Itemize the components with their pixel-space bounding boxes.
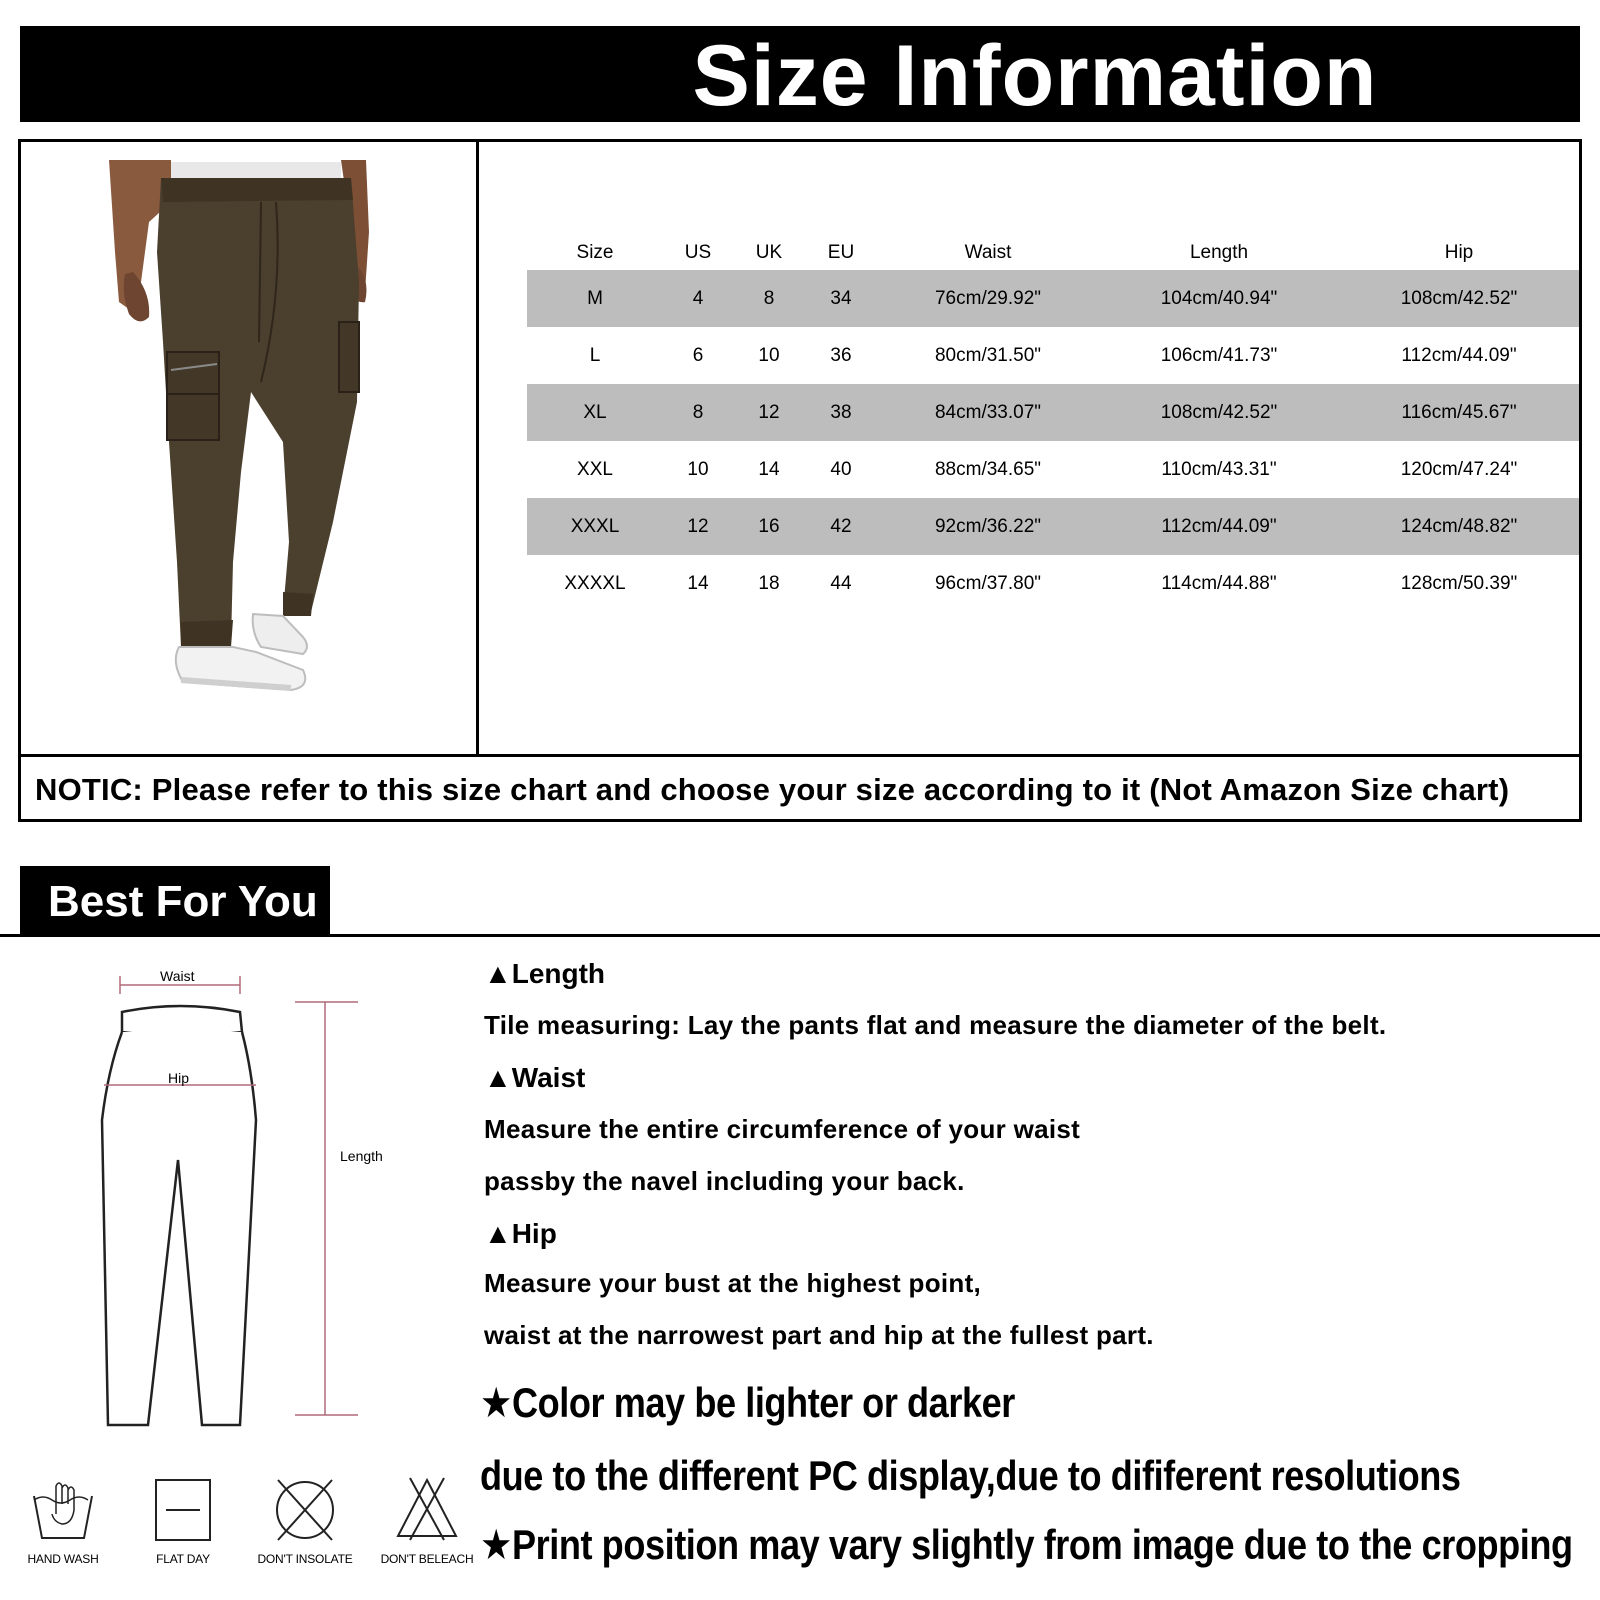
cell-waist: 88cm/34.65" [934,458,1042,480]
hip-instruction-1: Measure your bust at the highest point, [484,1268,982,1298]
product-photo [21,142,479,754]
length-instruction: Tile measuring: Lay the pants flat and measure the diameter of the belt. [484,1010,1387,1040]
hip-instruction-2: waist at the narrowest part and hip at the fullest part. [484,1320,1154,1350]
cell-eu: 42 [805,498,877,555]
cell-us: 14 [687,572,709,594]
table-row [527,555,1579,612]
cell-waist: 76cm/29.92" [877,270,1099,327]
cargo-pants-illustration [21,142,476,754]
title-banner [20,26,1580,122]
header-us: US [684,242,712,263]
cell-hip: 124cm/48.82" [1339,498,1579,555]
care-item-flat-dry [128,1474,238,1566]
cell-length: 104cm/40.94" [1099,270,1339,327]
cell-size: M [527,270,663,327]
cell-uk: 14 [758,458,780,480]
header-waist: Waist [964,242,1012,263]
cell-eu: 38 [805,384,877,441]
cell-eu: 36 [830,344,852,366]
cell-waist: 96cm/37.80" [934,572,1042,594]
print-note: ★Print position may vary slightly from image due to the cropping [480,1521,1573,1568]
cell-waist: 84cm/33.07" [877,384,1099,441]
cell-us: 8 [663,384,733,441]
best-for-you-tab [20,866,330,936]
care-label: HAND WASH [27,1552,99,1566]
table-row [527,327,1579,384]
cell-length: 114cm/44.88" [1161,572,1277,594]
cell-waist: 92cm/36.22" [877,498,1099,555]
header-length: Length [1189,242,1249,263]
cell-length: 110cm/43.31" [1161,458,1277,480]
table-row [527,441,1579,498]
color-note-1: ★Color may be lighter or darker [480,1379,1015,1426]
pants-outline-icon [90,960,420,1440]
cell-length: 106cm/41.73" [1160,344,1278,366]
cell-length: 112cm/44.09" [1099,498,1339,555]
cell-hip: 112cm/44.09" [1401,344,1517,366]
waist-instruction-2: passby the navel including your back. [484,1166,965,1196]
cell-us: 12 [663,498,733,555]
cell-eu: 44 [830,572,852,594]
section-title: Best For You [48,877,318,926]
cell-hip: 120cm/47.24" [1400,458,1518,480]
dont-bleach-icon [392,1474,462,1544]
cell-size: XXL [577,458,613,480]
section-divider [0,934,1600,937]
table-header-row [527,228,1579,270]
cell-us: 4 [663,270,733,327]
cell-us: 6 [692,344,704,366]
cell-uk: 12 [733,384,805,441]
size-chart-box [18,139,1582,822]
cell-eu: 40 [830,458,852,480]
length-label: Length [340,1148,383,1164]
header-eu: EU [827,242,855,263]
cell-length: 108cm/42.52" [1099,384,1339,441]
waist-instruction-1: Measure the entire circumference of your waist [484,1114,1081,1144]
notice-bar [21,754,1579,819]
care-item-dont-bleach [372,1474,482,1566]
cell-eu: 34 [805,270,877,327]
waist-heading: ▲Waist [484,1062,586,1093]
cell-size: XXXL [527,498,663,555]
notice-text: NOTIC: Please refer to this size chart and choose your size according to it (Not Amazon Size chart) [35,772,1510,807]
care-label: DON'T BELEACH [380,1552,474,1566]
cell-uk: 10 [758,344,780,366]
cell-uk: 8 [733,270,805,327]
color-note-2: due to the different PC display,due to dififerent resolutions [480,1452,1461,1499]
cell-hip: 116cm/45.67" [1339,384,1579,441]
cell-waist: 80cm/31.50" [934,344,1042,366]
hip-heading: ▲Hip [484,1218,557,1249]
cell-hip: 128cm/50.39" [1400,572,1518,594]
dont-insolate-icon [270,1474,340,1544]
flat-dry-icon [148,1474,218,1544]
cell-hip: 108cm/42.52" [1339,270,1579,327]
header-uk: UK [755,242,783,263]
hand-wash-icon [28,1474,98,1544]
table-row [527,270,1579,327]
table-row [527,384,1579,441]
care-label: FLAT DAY [156,1552,210,1566]
header-hip: Hip [1444,242,1474,263]
cell-us: 10 [687,458,709,480]
size-table-panel [479,142,1579,754]
care-label: DON'T INSOLATE [257,1552,353,1566]
header-size: Size [576,242,614,263]
size-table [527,228,1579,612]
table-row [527,498,1579,555]
cell-uk: 16 [733,498,805,555]
page-title: Size Information [692,28,1378,124]
care-item-hand-wash [8,1474,118,1566]
hip-label: Hip [168,1070,190,1086]
cell-size: L [589,344,601,366]
length-heading: ▲Length [484,958,606,989]
cell-size: XXXXL [564,572,626,594]
cell-uk: 18 [758,572,780,594]
cell-size: XL [527,384,663,441]
care-item-dont-insolate [250,1474,360,1566]
measurement-diagram [90,960,420,1440]
waist-label: Waist [160,968,195,984]
